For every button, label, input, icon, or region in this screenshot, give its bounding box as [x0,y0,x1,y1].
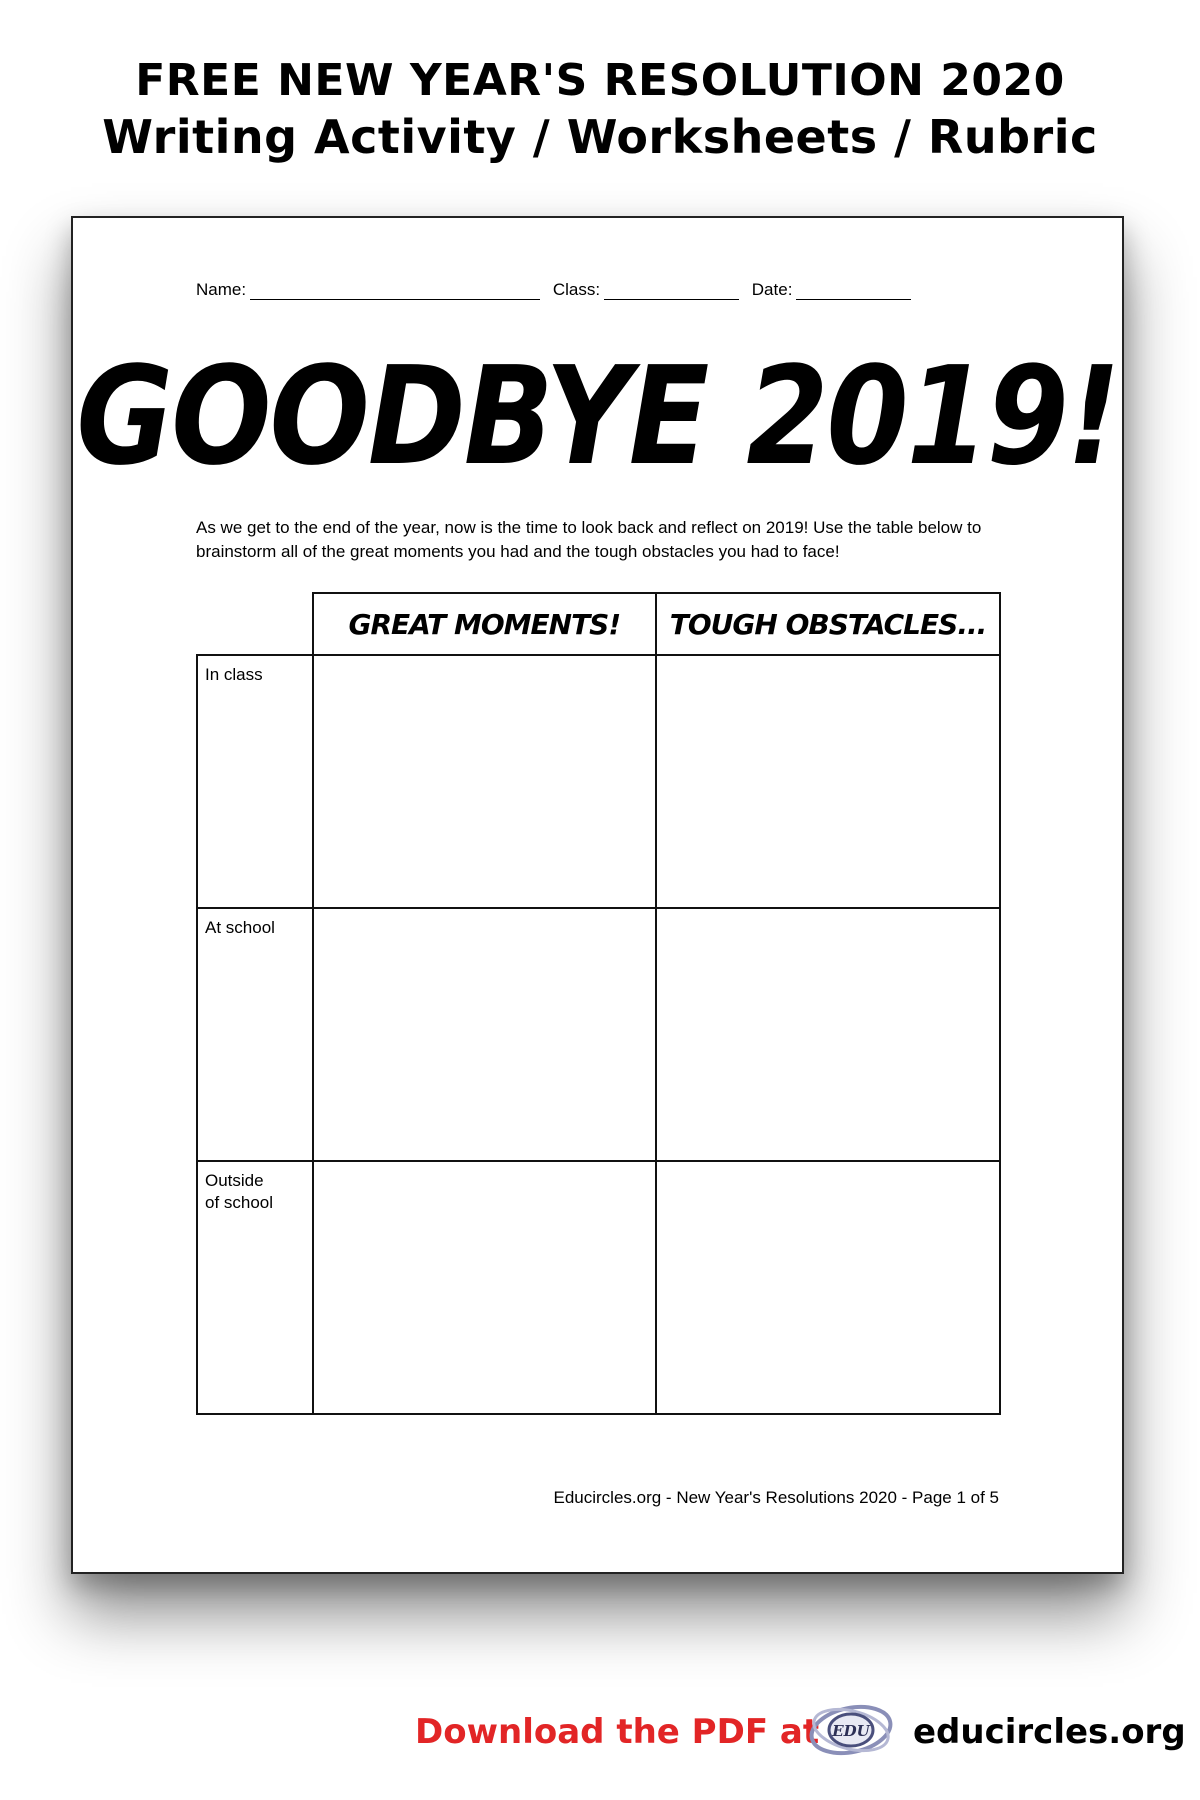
page-title-line-2: Writing Activity / Worksheets / Rubric [102,110,1098,164]
row-label-cell [197,655,313,908]
table-row [197,655,1000,908]
site-link[interactable]: educircles.org [913,1712,1186,1752]
table-row [197,1161,1000,1414]
name-field [196,280,540,300]
table-row [197,908,1000,1161]
row-label-cell [197,1161,313,1414]
column-header-tough-obstacles: TOUGH OBSTACLES... [656,593,1000,655]
row-label-cell [197,908,313,1161]
writing-cell [313,655,656,908]
class-line [604,281,739,300]
brainstorm-table [196,592,1001,1415]
name-line [250,281,540,300]
row-label: In class [205,665,263,684]
worksheet-footer: Educircles.org - New Year's Resolutions 2020 - Page 1 of 5 [553,1488,999,1507]
writing-cell [656,655,1000,908]
worksheet-preview [71,216,1124,1574]
class-label: Class: [552,280,601,299]
writing-cell [313,908,656,1161]
writing-cell [656,908,1000,1161]
intro-text: As we get to the end of the year, now is the time to look back and reflect on 2019! Use the table below to brainstorm all of the great moments you had and the tough obstacles you had to face! [196,518,982,561]
writing-cell [313,1161,656,1414]
row-label: At school [205,918,275,937]
student-info-fields [196,280,919,300]
date-line [796,281,911,300]
table-corner [197,593,313,655]
class-field [553,280,739,300]
worksheet-heading: GOODBYE 2019! [76,336,1119,496]
writing-cell [656,1161,1000,1414]
logo-text: EDU [832,1722,870,1740]
download-link-text[interactable]: Download the PDF at [415,1712,820,1752]
name-label: Name: [196,280,247,299]
date-label: Date: [751,280,793,299]
date-field [752,280,912,300]
page-title-line-1: FREE NEW YEAR'S RESOLUTION 2020 [135,55,1065,106]
row-label: Outside of school [205,1171,274,1212]
educircles-logo-icon[interactable] [806,1699,896,1761]
column-header-great-moments: GREAT MOMENTS! [313,593,656,655]
